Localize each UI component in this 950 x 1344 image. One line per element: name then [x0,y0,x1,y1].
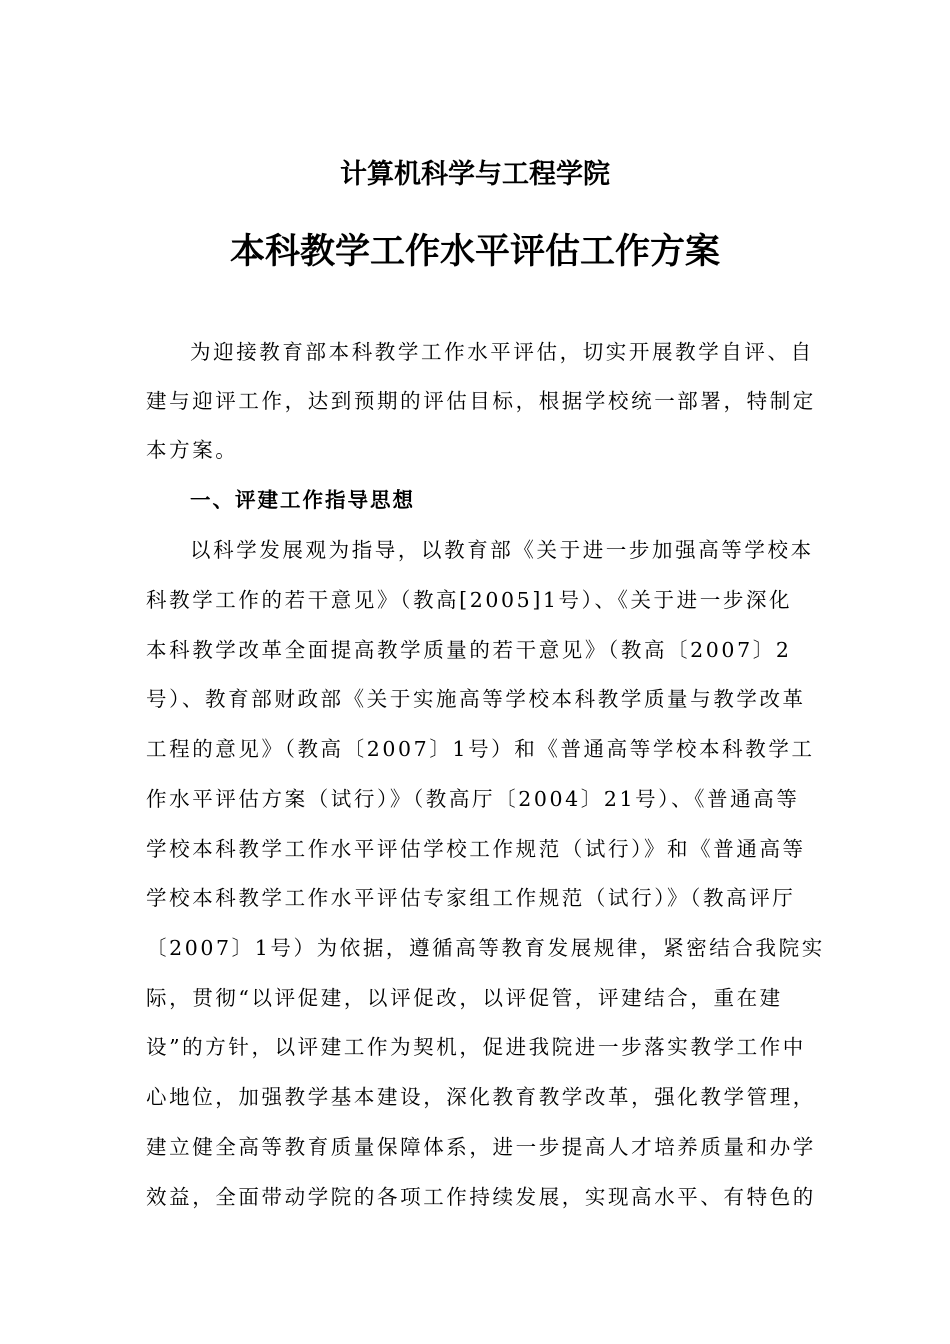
section-heading: 一、评建工作指导思想 [190,488,415,512]
body-line: 本科教学改革全面提高教学质量的若干意见》（教高〔2007〕2 [146,638,792,662]
body-line: 学校本科教学工作水平评估学校工作规范（试行）》和《普通高等 [146,837,806,861]
body-line: 建立健全高等教育质量保障体系，进一步提高人才培养质量和办学 [146,1135,816,1159]
intro-line: 建与迎评工作，达到预期的评估目标，根据学校统一部署，特制定 [146,389,816,413]
body-line: 工程的意见》（教高〔2007〕1号）和《普通高等学校本科教学工 [146,737,815,761]
document-title-institution: 计算机科学与工程学院 [340,159,610,190]
body-line: 〔2007〕1号）为依据，遵循高等教育发展规律，紧密结合我院实 [146,936,825,960]
body-line: 效益，全面带动学院的各项工作持续发展，实现高水平、有特色的 [146,1185,816,1209]
body-line: 学校本科教学工作水平评估专家组工作规范（试行）》（教高评厅 [146,886,796,910]
document-title-main: 本科教学工作水平评估工作方案 [229,231,720,272]
body-line: 心地位，加强教学基本建设，深化教育教学改革，强化教学管理， [146,1085,816,1109]
body-line: 设”的方针，以评建工作为契机，促进我院进一步落实教学工作中 [146,1035,806,1059]
intro-line: 为迎接教育部本科教学工作水平评估，切实开展教学自评、自 [190,340,814,364]
body-line: 际，贯彻“以评促建，以评促改，以评促管，评建结合，重在建 [146,986,783,1010]
body-line: 作水平评估方案（试行）》（教高厅〔2004〕21号）、《普通高等 [146,787,800,811]
body-line: 科教学工作的若干意见》（教高[2005]1号）、《关于进一步深化 [146,588,793,612]
intro-line: 本方案。 [146,438,239,462]
body-line: 号）、教育部财政部《关于实施高等学校本科教学质量与教学改革 [146,687,806,711]
body-line: 以科学发展观为指导，以教育部《关于进一步加强高等学校本 [190,538,814,562]
